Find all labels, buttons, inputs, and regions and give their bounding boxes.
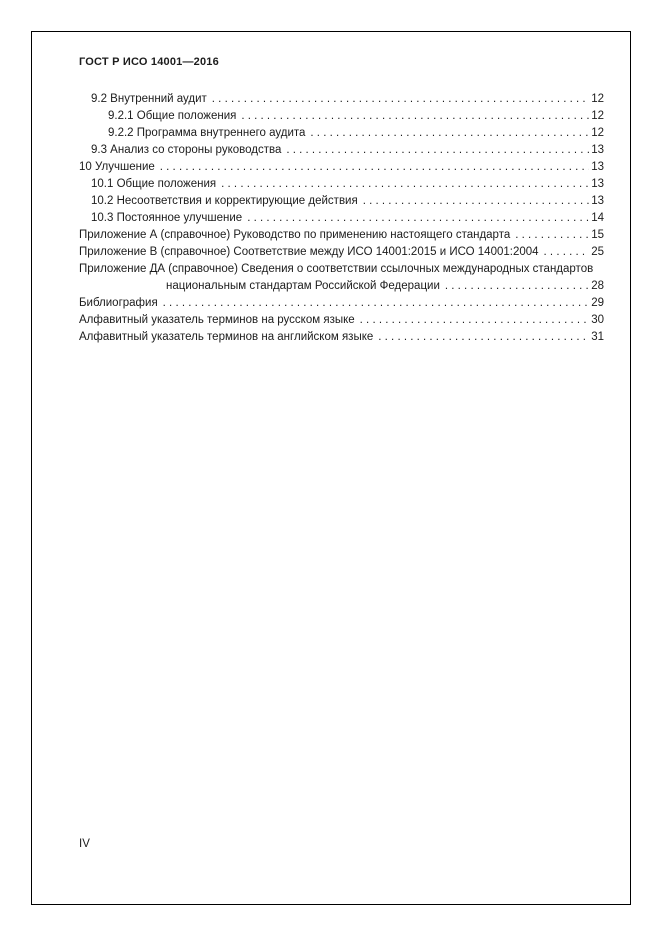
- toc-entry-page: 31: [591, 331, 604, 343]
- toc-entry: [79, 261, 604, 278]
- dot-leader: [247, 210, 589, 227]
- toc-entry-page: 12: [591, 110, 604, 122]
- toc-entry: [79, 244, 604, 261]
- toc-entry-text: Приложение А (справочное) Руководство по применению настоящего стандарта: [79, 229, 511, 241]
- dot-leader: [286, 142, 589, 159]
- toc-entry-page: 13: [591, 144, 604, 156]
- toc-entry-page: 12: [591, 127, 604, 139]
- dot-leader: [363, 193, 589, 210]
- toc-entry-page: 13: [591, 195, 604, 207]
- toc-entry-page: 14: [591, 212, 604, 224]
- toc-entry: [79, 159, 604, 176]
- toc-entry-text: 10.1 Общие положения: [91, 178, 217, 190]
- toc-entry-text: 10.2 Несоответствия и корректирующие действия: [91, 195, 358, 207]
- toc-entry-text: 9.2 Внутренний аудит: [91, 93, 207, 105]
- toc-entry: [79, 108, 604, 125]
- dot-leader: [160, 159, 589, 176]
- toc-entry-text: Библиография: [79, 297, 158, 309]
- dot-leader: [163, 295, 590, 312]
- toc-entry-text: национальным стандартам Российской Федерации: [166, 280, 440, 292]
- toc-entry: [79, 125, 604, 142]
- toc-entry-page: 29: [591, 297, 604, 309]
- dot-leader: [515, 227, 589, 244]
- toc-entry: [79, 312, 604, 329]
- toc-entry-text: Приложение В (справочное) Соответствие между ИСО 14001:2015 и ИСО 14001:2004: [79, 246, 539, 258]
- toc-entry-text: 9.2.2 Программа внутреннего аудита: [108, 127, 306, 139]
- toc-entry: [79, 91, 604, 108]
- toc-entry: [79, 329, 604, 346]
- toc-entry-text: Приложение ДА (справочное) Сведения о соответствии ссылочных международных стандартов: [79, 263, 594, 275]
- dot-leader: [360, 312, 590, 329]
- toc-entry-page: 25: [591, 246, 604, 258]
- dot-leader: [544, 244, 590, 261]
- toc-entry: [79, 210, 604, 227]
- toc-entry: [79, 227, 604, 244]
- toc-entry-page: 13: [591, 161, 604, 173]
- toc-entry-page: 12: [591, 93, 604, 105]
- toc-entry: [79, 193, 604, 210]
- page-number-footer: IV: [79, 838, 90, 850]
- toc-entry-text: Алфавитный указатель терминов на английском языке: [79, 331, 374, 343]
- toc-entry: [79, 278, 604, 295]
- toc-entry-page: 28: [591, 280, 604, 292]
- dot-leader: [241, 108, 589, 125]
- toc-entry: [79, 176, 604, 193]
- toc-entry: [79, 295, 604, 312]
- toc-entry: [79, 142, 604, 159]
- toc-entry-text: 10.3 Постоянное улучшение: [91, 212, 243, 224]
- toc-entry-text: 9.2.1 Общие положения: [108, 110, 237, 122]
- dot-leader: [445, 278, 589, 295]
- dot-leader: [378, 329, 589, 346]
- toc-entry-text: Алфавитный указатель терминов на русском языке: [79, 314, 355, 326]
- dot-leader: [310, 125, 589, 142]
- dot-leader: [221, 176, 589, 193]
- toc-entry-page: 13: [591, 178, 604, 190]
- dot-leader: [212, 91, 589, 108]
- toc-list: [79, 91, 604, 346]
- toc-entry-page: 30: [591, 314, 604, 326]
- toc-entry-text: 10 Улучшение: [79, 161, 155, 173]
- toc-entry-page: 15: [591, 229, 604, 241]
- toc-entry-text: 9.3 Анализ со стороны руководства: [91, 144, 282, 156]
- document-header: ГОСТ Р ИСО 14001—2016: [79, 56, 219, 68]
